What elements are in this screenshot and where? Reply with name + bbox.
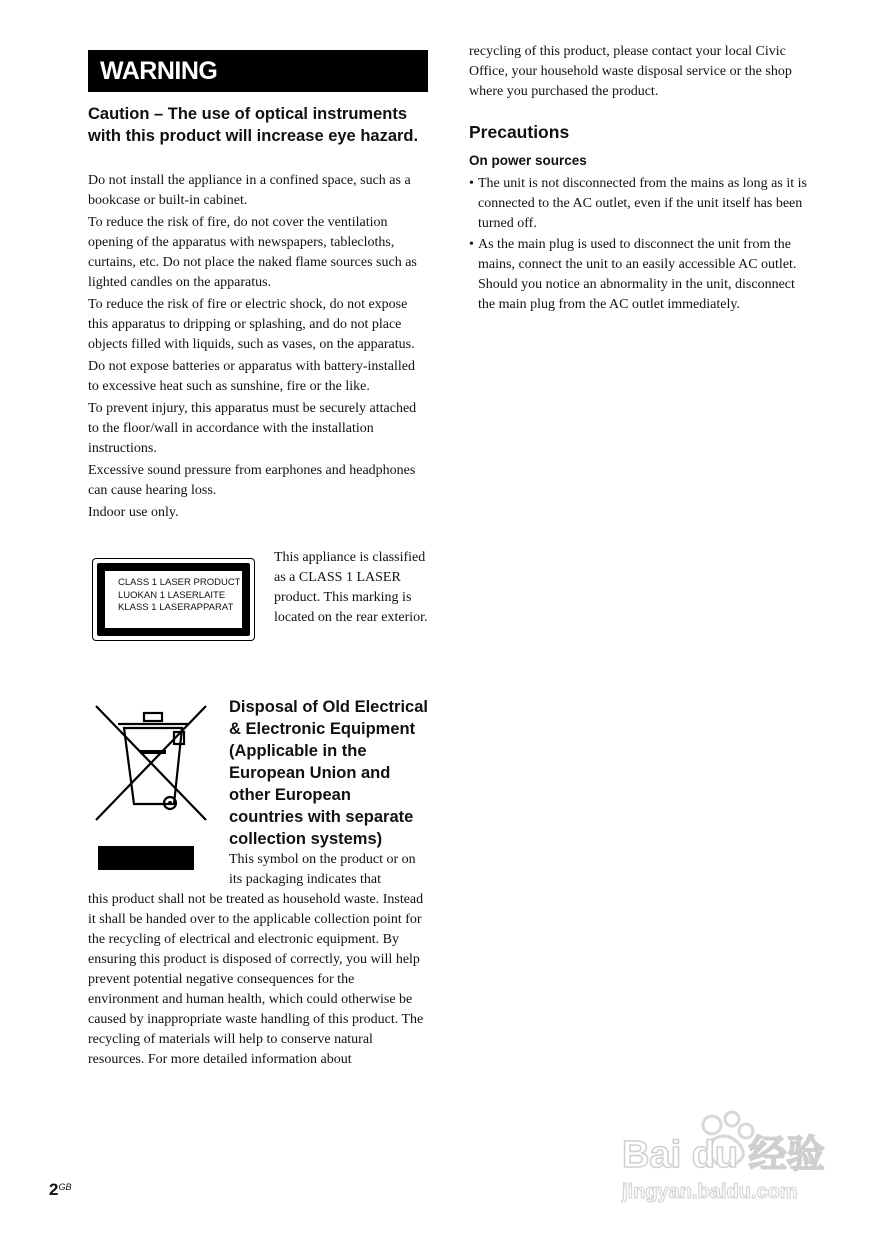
disposal-text-continued: recycling of this product, please contact your local Civic Office, your household waste disposal service or the shop where you purchased the product. [469, 44, 792, 99]
precautions-list [469, 174, 814, 315]
disposal-text-rest: this product shall not be treated as household waste. Instead it shall be handed over to the applicable collection point for the recycling of electrical and electronic equipment. By ensuring this product is disposed of correctly, you will help prevent potential negative consequences for the environment and human health, which could otherwise be caused by inappropriate waste handling of this product. The recycling of materials will help to conserve natural resources. For more detailed information about [88, 892, 424, 1067]
laser-label-line: LUOKAN 1 LASERLAITE [118, 589, 226, 601]
warning-paragraphs [88, 171, 428, 523]
disposal-heading: Disposal of Old Electrical & Electronic Equipment (Applicable in the European Union and other European countries with separate collection systems) [229, 698, 428, 848]
warning-heading: WARNING [88, 50, 428, 92]
laser-description: This appliance is classified as a CLASS 1 LASER product. This marking is located on the rear exterior. [274, 550, 428, 625]
warning-paragraph: Excessive sound pressure from earphones and headphones can cause hearing loss. [88, 463, 416, 498]
warning-paragraph: To prevent injury, this apparatus must be securely attached to the floor/wall in accordance with the installation instructions. [88, 401, 417, 456]
warning-paragraph: To reduce the risk of fire, do not cover the ventilation opening of the apparatus with newspapers, tablecloths, curtains, etc. Do not place the naked flame sources such as lighted candles on the apparatus. [88, 215, 417, 290]
baidu-watermark-logo [620, 1105, 825, 1205]
crossed-out-wheelie-bin-icon [94, 702, 212, 874]
warning-paragraph: Do not install the appliance in a confined space, such as a bookcase or built-in cabinet. [88, 173, 411, 208]
caution-heading: Caution – The use of optical instruments with this product will increase eye hazard. [88, 105, 419, 145]
right-column [469, 42, 814, 316]
warning-paragraph: To reduce the risk of fire or electric shock, do not expose this apparatus to dripping or splashing, and do not place objects filled with liquids, such as vases, on the apparatus. [88, 297, 415, 352]
bullet-mark: • [469, 176, 474, 191]
warning-paragraph: Indoor use only. [88, 505, 179, 520]
watermark-url: jingyan.baidu.com [622, 1181, 798, 1203]
watermark-brand: Bai du 经验 [622, 1134, 825, 1176]
power-sources-subheading: On power sources [469, 153, 587, 168]
left-column [88, 50, 428, 1070]
bullet-text: As the main plug is used to disconnect the unit from the mains, connect the unit to an easily accessible AC outlet. Should you notice an abnormality in the unit, disconnect the main plug from the AC outlet immediately. [478, 237, 797, 312]
page-number [49, 1180, 71, 1200]
list-item [469, 235, 814, 315]
disposal-section [88, 696, 428, 1070]
laser-section [88, 548, 428, 668]
disposal-text-start: This symbol on the product or on its packaging indicates that [229, 852, 416, 887]
page-number-suffix: GB [58, 1182, 72, 1192]
bullet-mark: • [469, 237, 474, 252]
laser-label-line: CLASS 1 LASER PRODUCT [118, 577, 241, 588]
list-item [469, 174, 814, 234]
bullet-text: The unit is not disconnected from the mains as long as it is connected to the AC outlet, even if the unit itself has been turned off. [478, 176, 807, 231]
warning-paragraph: Do not expose batteries or apparatus with battery-installed to excessive heat such as sunshine, fire or the like. [88, 359, 415, 394]
laser-label-line: KLASS 1 LASERAPPARAT [118, 602, 234, 613]
laser-class-label [92, 558, 255, 641]
precautions-heading: Precautions [469, 122, 570, 142]
page-number-value: 2 [49, 1180, 59, 1199]
